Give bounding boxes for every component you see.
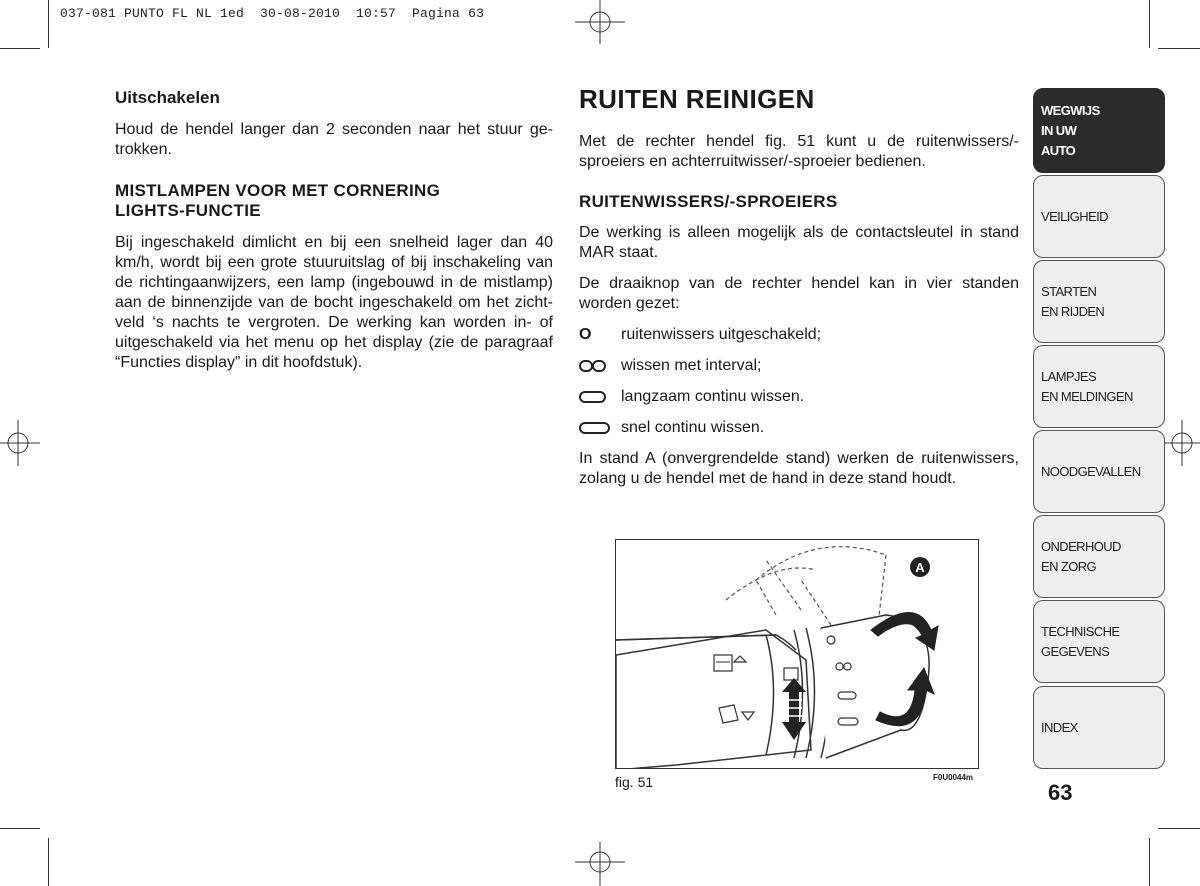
registration-mark-right [1160, 418, 1200, 468]
uitschakelen-text: Houd de hendel langer dan 2 seconden naar het stuur ge-trokken. [115, 121, 553, 158]
tab-wegwijs-in-uw-auto[interactable] [1033, 88, 1165, 173]
setting-fast-text: snel continu wissen. [621, 419, 765, 436]
tab-label-line: WEGWIJS [1041, 102, 1100, 118]
off-symbol-icon: O [579, 326, 592, 343]
tab-veiligheid[interactable] [1033, 175, 1165, 258]
registration-mark-left [0, 418, 40, 468]
tab-index[interactable] [1033, 686, 1165, 769]
tab-label-line: VEILIGHEID [1041, 208, 1108, 224]
setting-slow-text: langzaam continu wissen. [621, 388, 805, 405]
tab-label-line: LAMPJES [1041, 368, 1097, 384]
figure-code: F0U0044m [933, 773, 974, 782]
left-column [115, 88, 553, 373]
registration-mark-top [575, 0, 625, 46]
intro-text: Met de rechter hendel fig. 51 kunt u de ruitenwissers/-sproeiers en achterruitwisser/-sproeier bedienen. [579, 133, 1019, 170]
setting-off-text: ruitenwissers uitgeschakeld; [621, 326, 822, 343]
tab-label-line: EN MELDINGEN [1041, 388, 1133, 404]
print-header: 037-081 PUNTO FL NL 1ed 30-08-2010 10:57 Pagina 63 [60, 6, 485, 21]
right-column [579, 84, 1019, 489]
tab-label-line: INDEX [1041, 719, 1078, 735]
tab-label-line: EN RIJDEN [1041, 303, 1105, 319]
setting-interval-text: wissen met interval; [621, 357, 762, 374]
tab-label-line: TECHNISCHE [1041, 623, 1120, 639]
figure-caption: fig. 51 [615, 774, 654, 790]
mistlampen-heading-line2: LIGHTS-FUNCTIE [115, 201, 261, 220]
wiper-stalk-drawing [616, 540, 979, 769]
tab-label-line: STARTEN [1041, 283, 1097, 299]
mistlampen-heading-line1: MISTLAMPEN VOOR MET CORNERING [115, 181, 441, 200]
interval-symbol-icon [579, 360, 621, 372]
page-number: 63 [1048, 780, 1073, 805]
mistlampen-text: Bij ingeschakeld dimlicht en bij een snelheid lager dan 40 km/h, wordt bij een grote stuuruitslag of bij inschakeling van de richtingaanwijzers, een lamp (ingebouwd in de mistlamp) aan de binnenzijde van de bocht ingeschakeld om het zicht-veld ‘s nachts te vergroten. De werking kan worden in- of uitgeschakeld via het menu op het display (zie de paragraaf “Functies display” in dit hoofdstuk). [115, 234, 553, 371]
setting-fast [579, 418, 1019, 438]
section-title: RUITEN REINIGEN [579, 84, 815, 114]
tab-technische-gegevens[interactable] [1033, 600, 1165, 683]
tab-lampjes-en-meldingen[interactable] [1033, 345, 1165, 428]
slow-symbol-icon [579, 391, 621, 403]
setting-slow [579, 387, 1019, 407]
tab-starten-en-rijden[interactable] [1033, 260, 1165, 343]
tab-label-line: GEGEVENS [1041, 643, 1110, 659]
paragraph-draaiknop: De draaiknop van de rechter hendel kan in vier standen worden gezet: [579, 275, 1019, 312]
paragraph-stand-a: In stand A (onvergrendelde stand) werken de ruitenwissers, zolang u de hendel met de hand in deze stand houdt. [579, 450, 1019, 487]
uitschakelen-heading: Uitschakelen [115, 88, 220, 107]
paragraph-contactsleutel: De werking is alleen mogelijk als de contactsleutel in stand MAR staat. [579, 224, 1019, 261]
tab-label-line: ONDERHOUD [1041, 538, 1121, 554]
fast-symbol-icon [579, 422, 621, 434]
figure-label-a: A [915, 560, 925, 575]
tab-label-line: AUTO [1041, 142, 1076, 158]
tab-noodgevallen[interactable] [1033, 430, 1165, 513]
setting-off [579, 325, 1019, 345]
tab-onderhoud-en-zorg[interactable] [1033, 515, 1165, 598]
tab-label-line: IN UW [1041, 122, 1077, 138]
tab-label-line: NOODGEVALLEN [1041, 463, 1141, 479]
setting-interval [579, 356, 1019, 376]
figure-51-illustration [615, 539, 979, 769]
registration-mark-bottom [575, 840, 625, 886]
tab-label-line: EN ZORG [1041, 558, 1097, 574]
subsection-title: RUITENWISSERS/-SPROEIERS [579, 192, 838, 211]
